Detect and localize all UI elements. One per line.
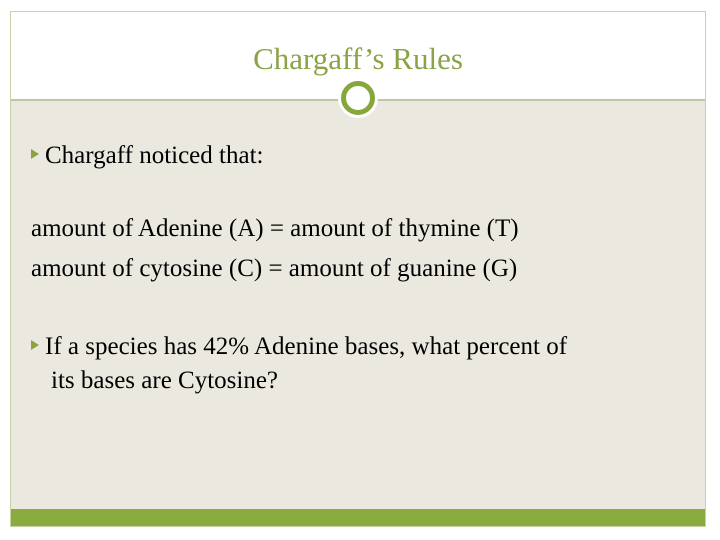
bottom-bar [11, 509, 705, 526]
bullet-item-2-text-line-2: its bases are Cytosine? [51, 367, 279, 394]
bullet-item-1 [31, 139, 263, 172]
bullet-item-1-text: Chargaff noticed that: [45, 142, 264, 169]
triangle-bullet-icon [31, 149, 39, 159]
rule-line-1: amount of Adenine (A) = amount of thymine (T) [31, 215, 519, 242]
rule-line-2: amount of cytosine (C) = amount of guanine (G) [31, 255, 518, 282]
triangle-bullet-icon [31, 340, 39, 350]
slide-frame [10, 11, 706, 527]
slide-title: Chargaff’s Rules [253, 41, 463, 76]
ring-ornament-icon [341, 81, 375, 115]
bullet-item-2-text-line-1: If a species has 42% Adenine bases, what percent of [45, 333, 568, 360]
bullet-item-2 [31, 330, 567, 363]
